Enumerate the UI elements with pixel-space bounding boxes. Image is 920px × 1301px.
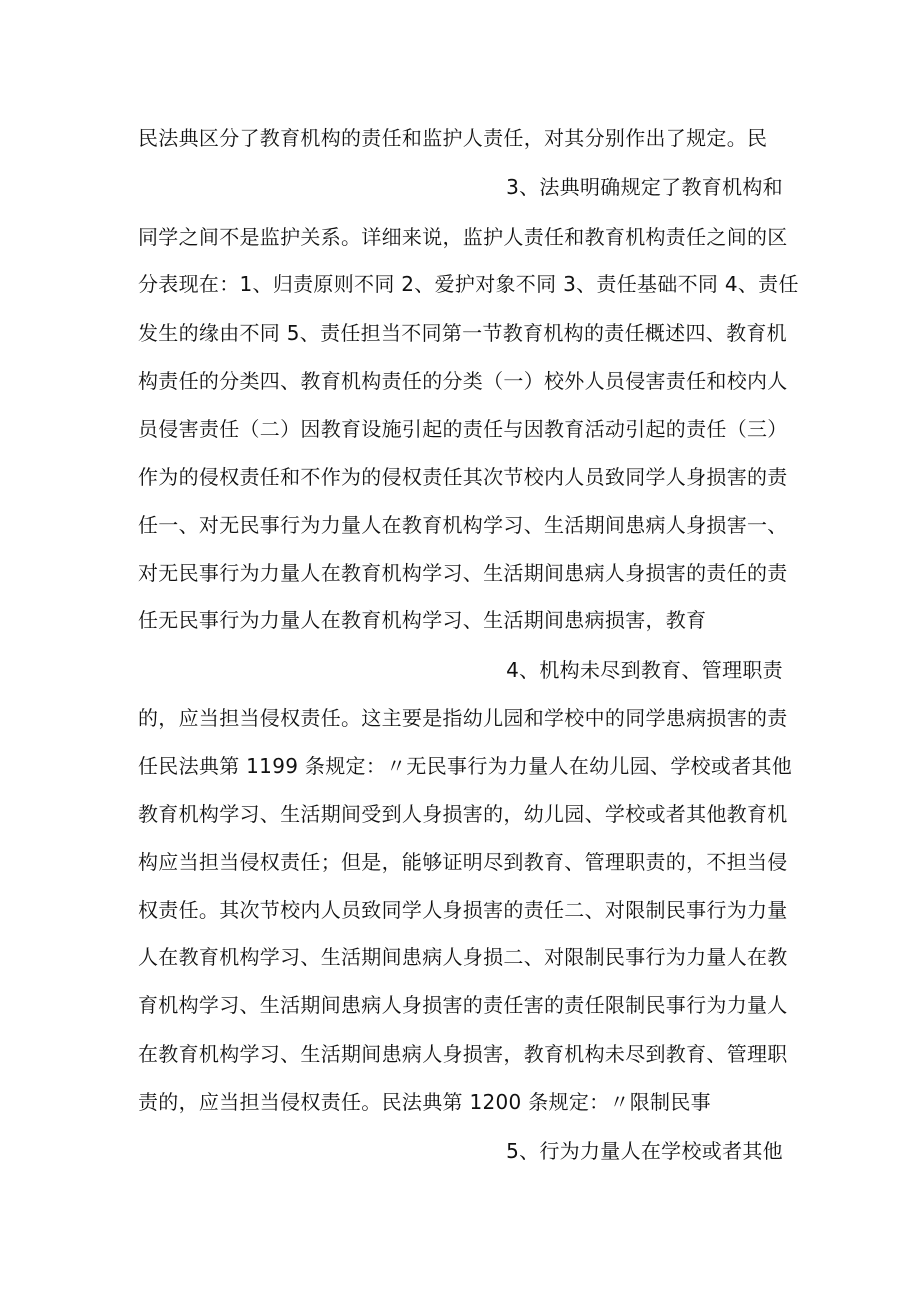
text-line: 4、机构未尽到教育、管理职责 (506, 658, 783, 682)
text-line: 的，应当担当侵权责任。这主要是指幼儿园和学校中的同学患病损害的责 (138, 706, 788, 730)
text-line: 作为的侵权责任和不作为的侵权责任其次节校内人员致同学人身损害的责 (138, 465, 788, 489)
text-line: 人在教育机构学习、生活期间患病人身损二、对限制民事行为力量人在教 (138, 945, 788, 969)
text-line: 在教育机构学习、生活期间患病人身损害，教育机构未尽到教育、管理职 (138, 1042, 788, 1066)
text-line: 5、行为力量人在学校或者其他 (506, 1139, 783, 1163)
text-line: 育机构学习、生活期间患病人身损害的责任害的责任限制民事行为力量人 (138, 993, 788, 1017)
text-line: 构责任的分类四、教育机构责任的分类（一）校外人员侵害责任和校内人 (138, 369, 788, 393)
text-line: 任无民事行为力量人在教育机构学习、生活期间患病损害，教育 (138, 608, 707, 632)
text-line: 民法典区分了教育机构的责任和监护人责任，对其分别作出了规定。民 (138, 126, 768, 150)
text-line: 任一、对无民事行为力量人在教育机构学习、生活期间患病人身损害一、 (138, 513, 788, 537)
text-line: 责的，应当担当侵权责任。民法典第 1200 条规定：〃限制民事 (138, 1090, 711, 1114)
text-line: 对无民事行为力量人在教育机构学习、生活期间患病人身损害的责任的责 (138, 561, 788, 585)
text-line: 员侵害责任（二）因教育设施引起的责任与因教育活动引起的责任（三） (138, 417, 788, 441)
text-line: 同学之间不是监护关系。详细来说，监护人责任和教育机构责任之间的区 (138, 225, 788, 249)
text-line: 任民法典第 1199 条规定：〃无民事行为力量人在幼儿园、学校或者其他 (138, 754, 793, 778)
text-line: 分表现在：1、归责原则不同 2、爱护对象不同 3、责任基础不同 4、责任 (138, 272, 799, 296)
text-line: 教育机构学习、生活期间受到人身损害的，幼儿园、学校或者其他教育机 (138, 802, 788, 826)
text-line: 3、法典明确规定了教育机构和 (506, 175, 783, 199)
text-line: 权责任。其次节校内人员致同学人身损害的责任二、对限制民事行为力量 (138, 898, 788, 922)
text-line: 发生的缘由不同 5、责任担当不同第一节教育机构的责任概述四、教育机 (138, 321, 787, 345)
text-line: 构应当担当侵权责任；但是，能够证明尽到教育、管理职责的，不担当侵 (138, 850, 788, 874)
